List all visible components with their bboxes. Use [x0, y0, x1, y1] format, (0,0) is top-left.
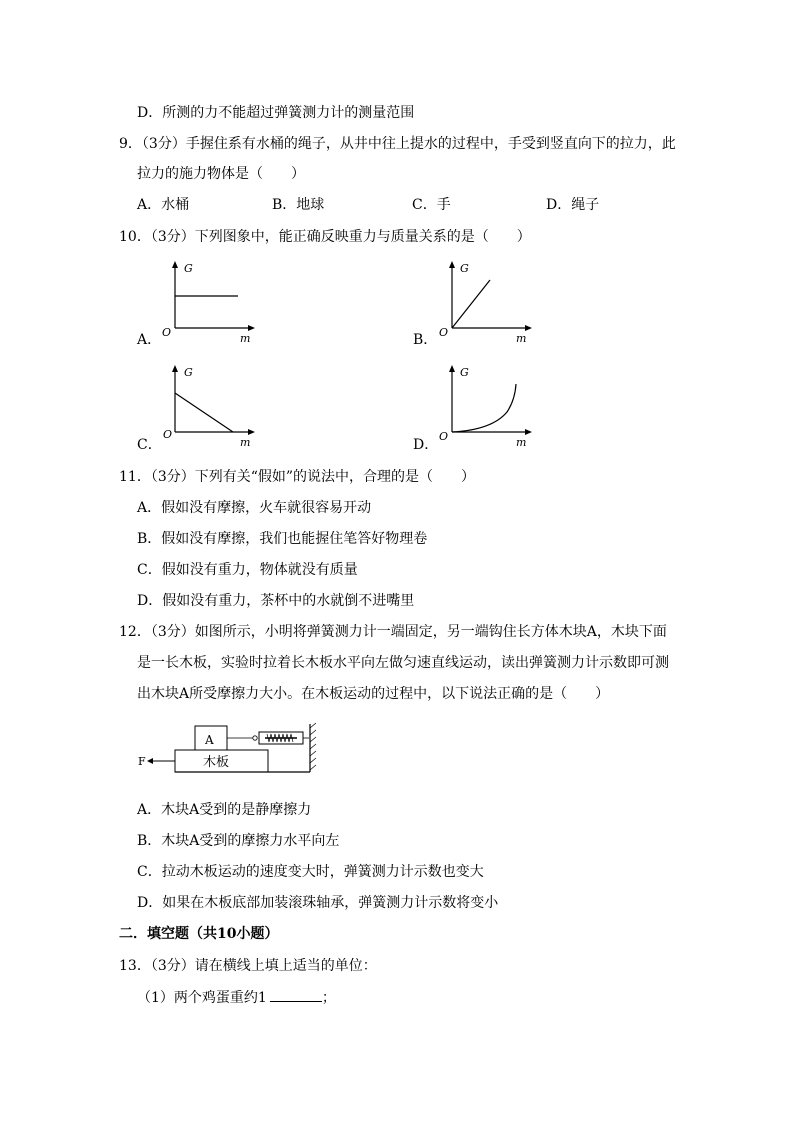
- q10-graph-b-curve: [452, 280, 490, 328]
- q11-option-d: D．假如没有重力，茶杯中的水就倒不进嘴里: [137, 593, 415, 609]
- q13-item1-blank[interactable]: [270, 987, 322, 1002]
- q10-graph-d-curve: [452, 384, 516, 432]
- q11-stem: 11．（3分）下列有关“假如”的说法中，合理的是（ ）: [119, 469, 476, 485]
- q10-graph-d-origin: O: [439, 430, 449, 443]
- q12-stem-line2: 是一长木板，实验时拉着长木板水平向左做匀速直线运动，读出弹簧测力计示数即可测: [137, 655, 669, 671]
- q9-stem-line1: 9．（3分）手握住系有水桶的绳子，从井中往上提水的过程中，手受到竖直向下的拉力，此: [119, 136, 676, 152]
- q12-stem-line3: 出木块A所受摩擦力大小。在木板运动的过程中，以下说法正确的是（ ）: [137, 686, 610, 702]
- q10-graph-d: [437, 362, 537, 452]
- q10-graph-a-x-label: m: [240, 332, 251, 345]
- q12-option-a: A．木块A受到的是静摩擦力: [137, 802, 312, 818]
- q10-graph-c-x-label: m: [240, 436, 251, 449]
- q9-option-c: C．手: [412, 197, 451, 213]
- q12-friction-figure: [135, 718, 325, 778]
- q11-option-b: B．假如没有摩擦，我们也能握住笔答好物理卷: [137, 531, 428, 547]
- q10-graph-d-x-label: m: [516, 436, 527, 449]
- q12-stem-line1: 12．（3分）如图所示，小明将弹簧测力计一端固定，另一端钩住长方体木块A，木块下面: [119, 624, 667, 640]
- q12-option-d: D．如果在木板底部加装滚珠轴承，弹簧测力计示数将变小: [137, 895, 499, 911]
- q8-option-d: D．所测的力不能超过弹簧测力计的测量范围: [137, 105, 415, 121]
- q13-item1-prefix: （1）两个鸡蛋重约1: [137, 990, 267, 1006]
- section-2-title: 二．填空题（共10小题）: [119, 926, 279, 942]
- q9-option-b: B．地球: [272, 197, 325, 213]
- force-label: F: [138, 755, 146, 768]
- q9-option-a: A．水桶: [137, 197, 190, 213]
- q10-graph-a: [160, 258, 260, 348]
- q10-label-a: A．: [137, 332, 162, 348]
- q10-stem: 10．（3分）下列图象中，能正确反映重力与质量关系的是（ ）: [119, 229, 531, 245]
- q10-graph-b: [437, 258, 537, 348]
- q13-item1-suffix: ；: [321, 990, 336, 1006]
- q12-option-b: B．木块A受到的摩擦力水平向左: [137, 833, 340, 849]
- board-label: 木板: [203, 755, 230, 770]
- q10-graph-a-y-label: G: [184, 262, 193, 275]
- block-a-label: A: [205, 733, 214, 747]
- q13-stem: 13．（3分）请在横线上填上适当的单位：: [119, 958, 377, 974]
- q11-option-c: C．假如没有重力，物体就没有质量: [137, 562, 358, 578]
- q10-graph-c-y-label: G: [184, 366, 193, 379]
- q10-label-c: C．: [137, 437, 162, 453]
- q9-stem-line2: 拉力的施力物体是（ ）: [137, 166, 305, 182]
- q11-option-a: A．假如没有摩擦，火车就很容易开动: [137, 500, 372, 516]
- q10-graph-d-y-label: G: [460, 366, 469, 379]
- q12-option-c: C．拉动木板运动的速度变大时，弹簧测力计示数也变大: [137, 864, 484, 880]
- q10-label-d: D．: [413, 437, 439, 453]
- q10-graph-c: [160, 362, 260, 452]
- q10-graph-c-origin: O: [163, 428, 173, 441]
- q10-graph-b-origin: O: [439, 326, 449, 339]
- q9-option-d: D．绳子: [546, 197, 600, 213]
- q10-graph-b-y-label: G: [460, 262, 469, 275]
- q10-graph-a-origin: O: [162, 326, 172, 339]
- q10-graph-c-curve: [175, 393, 233, 432]
- q10-graph-b-x-label: m: [516, 332, 527, 345]
- q10-label-b: B．: [413, 332, 438, 348]
- q13-item1: [137, 987, 336, 1008]
